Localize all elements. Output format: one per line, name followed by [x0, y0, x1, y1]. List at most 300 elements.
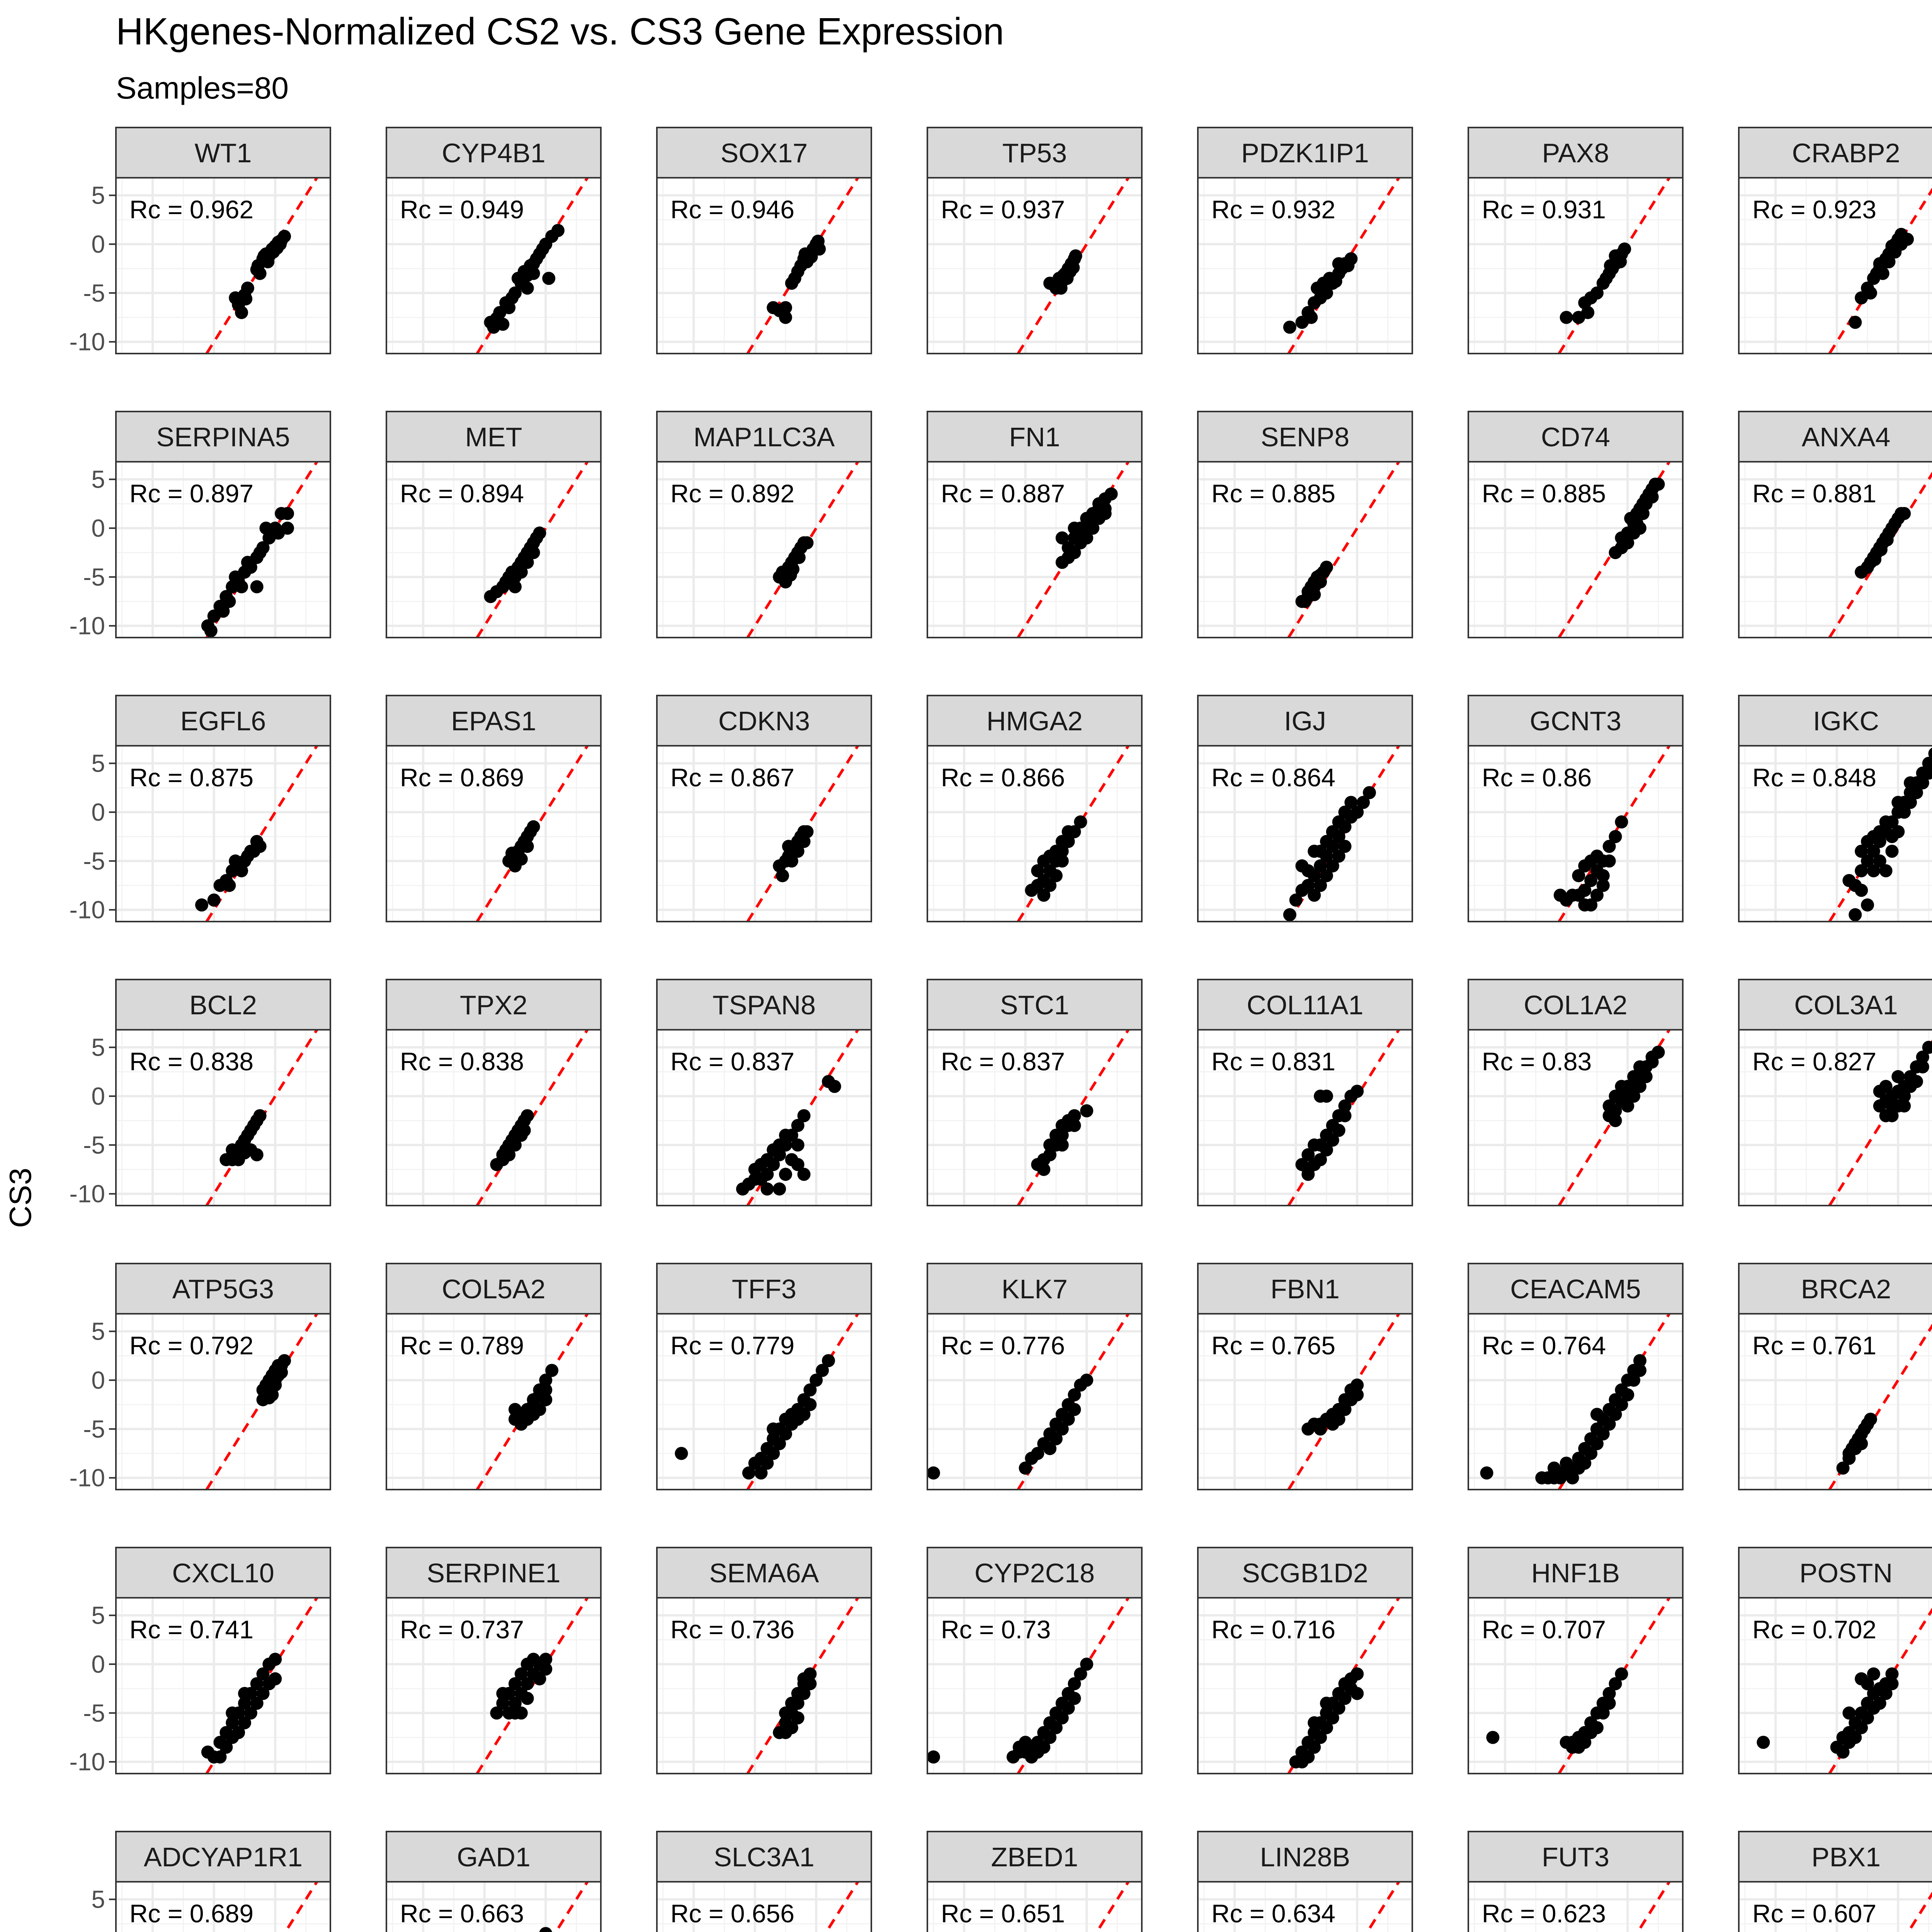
facet-strip-label: ZBED1 — [991, 1842, 1078, 1872]
rc-annotation: Rc = 0.894 — [400, 479, 524, 508]
data-point — [250, 580, 264, 594]
data-point — [1590, 1408, 1604, 1421]
data-point — [505, 291, 519, 304]
data-point — [1308, 1716, 1321, 1730]
data-point — [1068, 1692, 1081, 1705]
data-point — [822, 1075, 835, 1088]
facet-panel — [1198, 696, 1412, 922]
facet-panel — [70, 1548, 331, 1776]
rc-annotation: Rc = 0.716 — [1211, 1615, 1336, 1644]
data-point — [1350, 1667, 1364, 1680]
rc-annotation: Rc = 0.765 — [1211, 1331, 1336, 1360]
rc-annotation: Rc = 0.864 — [1211, 763, 1336, 792]
facet-panel — [657, 1548, 871, 1774]
data-point — [195, 898, 208, 912]
data-point — [1842, 1706, 1855, 1719]
facet-panel — [927, 412, 1142, 638]
facet-panel — [927, 696, 1142, 922]
data-point — [521, 282, 534, 295]
y-tick-label: 5 — [91, 181, 105, 209]
data-point — [1080, 1374, 1093, 1387]
data-point — [1363, 786, 1376, 799]
rc-annotation: Rc = 0.892 — [670, 479, 795, 508]
data-point — [505, 847, 519, 860]
y-tick-label: -10 — [69, 1180, 105, 1208]
facet-strip-label: COL1A2 — [1524, 990, 1628, 1020]
data-point — [779, 1168, 792, 1181]
data-point — [253, 840, 267, 853]
facet-strip-label: CYP4B1 — [442, 138, 546, 168]
facet-panel — [386, 1548, 601, 1774]
rc-annotation: Rc = 0.838 — [129, 1047, 254, 1076]
data-point — [782, 840, 795, 853]
facet-panel — [927, 1832, 1142, 1932]
rc-annotation: Rc = 0.949 — [400, 195, 524, 224]
data-point — [533, 527, 546, 540]
data-point — [269, 1672, 282, 1685]
data-point — [545, 1364, 558, 1377]
rc-annotation: Rc = 0.827 — [1752, 1047, 1877, 1076]
y-tick-label: -5 — [83, 279, 105, 307]
facet-strip-label: SCGB1D2 — [1242, 1558, 1368, 1588]
facet-panel — [1198, 1832, 1412, 1932]
data-point — [811, 235, 825, 248]
facet-strip-label: COL5A2 — [442, 1274, 546, 1304]
data-point — [791, 1711, 804, 1725]
facet-strip-label: FN1 — [1009, 422, 1060, 452]
data-point — [779, 311, 792, 324]
rc-annotation: Rc = 0.83 — [1482, 1047, 1592, 1076]
rc-annotation: Rc = 0.866 — [941, 763, 1065, 792]
data-point — [1636, 507, 1650, 520]
data-point — [226, 1706, 239, 1719]
data-point — [1615, 1667, 1628, 1680]
data-point — [270, 242, 284, 255]
facet-panel — [1739, 980, 1932, 1206]
facet-strip-label: SERPINE1 — [427, 1558, 561, 1588]
facet-panel — [657, 1264, 871, 1490]
data-point — [1338, 840, 1352, 853]
data-point — [278, 1354, 291, 1367]
facet-strip-label: CYP2C18 — [974, 1558, 1095, 1588]
data-point — [542, 272, 555, 285]
facet-strip-label: IGJ — [1284, 706, 1326, 736]
facet-strip-label: TP53 — [1002, 138, 1067, 168]
facet-strip-label: STC1 — [1000, 990, 1069, 1020]
data-point — [1895, 228, 1908, 241]
data-point — [1080, 1104, 1093, 1117]
data-point — [767, 1422, 780, 1435]
data-point — [1066, 261, 1080, 274]
facet-panel — [1198, 412, 1412, 638]
data-point — [1105, 487, 1118, 500]
facet-strip-label: BRCA2 — [1801, 1274, 1891, 1304]
data-point — [1068, 1119, 1081, 1132]
data-point — [1068, 1403, 1081, 1416]
facet-strip-label: POSTN — [1799, 1558, 1893, 1588]
data-point — [1099, 507, 1112, 520]
data-point — [223, 595, 236, 608]
data-point — [1590, 1721, 1604, 1734]
data-point — [927, 1750, 940, 1764]
data-point — [265, 1388, 279, 1401]
facet-strip-label: SEMA6A — [709, 1558, 819, 1588]
y-tick-label: -5 — [83, 1131, 105, 1159]
data-point — [260, 522, 273, 535]
rc-annotation: Rc = 0.792 — [129, 1331, 254, 1360]
facet-panel — [1198, 1264, 1412, 1490]
data-point — [1891, 1070, 1905, 1083]
facet-panel — [1468, 696, 1683, 922]
data-point — [784, 568, 797, 582]
data-point — [1885, 1109, 1898, 1122]
data-point — [1879, 864, 1893, 878]
data-point — [1350, 1687, 1364, 1700]
facet-strip-label: PDZK1IP1 — [1241, 138, 1369, 168]
data-point — [1056, 1138, 1069, 1151]
data-point — [1646, 490, 1659, 503]
facet-strip-label: HNF1B — [1531, 1558, 1620, 1588]
facet-strip-label: SERPINA5 — [156, 422, 290, 452]
rc-annotation: Rc = 0.607 — [1752, 1899, 1877, 1928]
y-tick-label: -10 — [69, 1748, 105, 1776]
rc-annotation: Rc = 0.923 — [1752, 195, 1877, 224]
data-point — [1308, 588, 1321, 601]
facet-panel — [70, 980, 331, 1208]
rc-annotation: Rc = 0.779 — [670, 1331, 795, 1360]
data-point — [1056, 556, 1069, 569]
data-point — [204, 624, 218, 637]
facet-strip-label: EGFL6 — [180, 706, 266, 736]
data-point — [1603, 1697, 1616, 1710]
data-point — [1590, 850, 1604, 863]
data-point — [223, 879, 236, 892]
data-point — [801, 536, 814, 549]
facet-strip-label: MET — [465, 422, 522, 452]
data-point — [1314, 1422, 1327, 1435]
data-point — [496, 1687, 509, 1700]
data-point — [1615, 1090, 1628, 1103]
data-point — [1013, 1741, 1026, 1754]
data-point — [272, 527, 285, 540]
data-point — [1873, 257, 1886, 270]
facet-panel — [1468, 1264, 1683, 1490]
data-point — [275, 1366, 288, 1379]
data-point — [536, 243, 549, 256]
data-point — [1652, 478, 1665, 491]
data-point — [1049, 869, 1063, 882]
data-point — [1350, 1388, 1364, 1401]
facet-strip-label: EPAS1 — [451, 706, 536, 736]
y-tick-label: -5 — [83, 1699, 105, 1727]
data-point — [1283, 908, 1296, 921]
data-point — [779, 1129, 792, 1142]
facet-strip-label: SENP8 — [1260, 422, 1350, 452]
y-tick-label: 0 — [91, 230, 105, 258]
data-point — [1600, 272, 1613, 285]
data-point — [1320, 1697, 1333, 1710]
data-point — [793, 551, 806, 564]
data-point — [1069, 249, 1082, 262]
facet-panel — [386, 1264, 601, 1490]
facet-strip-label: COL11A1 — [1247, 990, 1364, 1020]
data-point — [1554, 1471, 1567, 1485]
data-point — [1074, 815, 1087, 828]
facet-strip-label: PAX8 — [1542, 138, 1609, 168]
data-point — [1881, 533, 1894, 546]
data-point — [1301, 864, 1315, 878]
data-point — [269, 1653, 282, 1666]
rc-annotation: Rc = 0.623 — [1482, 1899, 1606, 1928]
data-point — [1621, 1388, 1634, 1401]
y-tick-label: -10 — [69, 612, 105, 640]
rc-annotation: Rc = 0.831 — [1211, 1047, 1336, 1076]
data-point — [1898, 1099, 1911, 1112]
facet-strip-label: TPX2 — [459, 990, 528, 1020]
data-point — [1849, 316, 1862, 329]
data-point — [1480, 1466, 1493, 1480]
y-axis-title: CS3 — [3, 1168, 37, 1228]
rc-annotation: Rc = 0.885 — [1482, 479, 1606, 508]
data-point — [241, 556, 254, 569]
data-point — [518, 1124, 531, 1137]
facet-strip-label: GCNT3 — [1529, 706, 1622, 736]
data-point — [235, 306, 248, 319]
y-tick-label: -10 — [69, 328, 105, 356]
facet-panel — [657, 412, 871, 638]
data-point — [1486, 1731, 1499, 1744]
data-point — [250, 1148, 264, 1162]
data-point — [1597, 879, 1610, 892]
facet-strip-label: CRABP2 — [1792, 138, 1900, 168]
data-point — [527, 546, 540, 559]
rc-annotation: Rc = 0.737 — [400, 1615, 524, 1644]
facet-strip-label: CDKN3 — [718, 706, 810, 736]
data-point — [527, 267, 540, 280]
rc-annotation: Rc = 0.885 — [1211, 479, 1336, 508]
data-point — [1609, 830, 1622, 843]
data-point — [1861, 1677, 1874, 1690]
data-point — [822, 1354, 835, 1367]
rc-annotation: Rc = 0.881 — [1752, 479, 1877, 508]
data-point — [1332, 1413, 1345, 1426]
data-point — [1578, 898, 1591, 912]
data-point — [798, 1109, 811, 1122]
facet-strip-label: CEACAM5 — [1510, 1274, 1641, 1304]
y-tick-label: 5 — [91, 1601, 105, 1629]
rc-annotation: Rc = 0.86 — [1482, 763, 1592, 792]
data-point — [533, 1388, 546, 1401]
y-tick-label: -10 — [69, 1464, 105, 1492]
data-point — [521, 840, 534, 853]
rc-annotation: Rc = 0.789 — [400, 1331, 524, 1360]
facet-panel — [70, 1264, 331, 1492]
rc-annotation: Rc = 0.937 — [941, 195, 1065, 224]
y-tick-label: 5 — [91, 465, 105, 493]
data-point — [1062, 825, 1075, 838]
y-tick-label: -5 — [83, 1415, 105, 1443]
data-point — [207, 893, 221, 906]
facet-strip-label: SOX17 — [720, 138, 808, 168]
facet-panel — [1739, 696, 1932, 922]
facet-panel — [657, 980, 871, 1206]
rc-annotation: Rc = 0.962 — [129, 195, 254, 224]
y-tick-label: 5 — [91, 749, 105, 777]
data-point — [1344, 796, 1357, 809]
rc-annotation: Rc = 0.702 — [1752, 1615, 1877, 1644]
facet-panel — [1739, 412, 1932, 638]
data-point — [496, 1153, 509, 1166]
data-point — [1086, 507, 1099, 520]
facet-strip-label: MAP1LC3A — [693, 422, 835, 452]
facet-panel — [1468, 412, 1683, 638]
facet-panel — [1739, 1548, 1932, 1774]
rc-annotation: Rc = 0.867 — [670, 763, 795, 792]
y-tick-label: 0 — [91, 798, 105, 826]
rc-annotation: Rc = 0.651 — [941, 1899, 1065, 1928]
data-point — [1885, 845, 1898, 858]
facet-strip-label: PBX1 — [1811, 1842, 1881, 1872]
facet-strip-label: GAD1 — [457, 1842, 531, 1872]
facet-strip-label: ADCYAP1R1 — [143, 1842, 303, 1872]
rc-annotation: Rc = 0.761 — [1752, 1331, 1877, 1360]
data-point — [1633, 1364, 1646, 1377]
rc-annotation: Rc = 0.838 — [400, 1047, 524, 1076]
rc-annotation: Rc = 0.946 — [670, 195, 795, 224]
facet-panel — [1739, 1832, 1932, 1932]
data-point — [1283, 321, 1296, 334]
data-point — [253, 1109, 267, 1122]
data-point — [521, 1109, 534, 1122]
data-point — [239, 292, 252, 305]
rc-annotation: Rc = 0.741 — [129, 1615, 254, 1644]
data-point — [803, 1398, 816, 1411]
data-point — [1320, 1090, 1333, 1103]
facet-panel — [1198, 1548, 1412, 1774]
facet-strip-label: BCL2 — [189, 990, 257, 1020]
facet-strip-label: LIN28B — [1260, 1842, 1350, 1872]
data-point — [1054, 282, 1068, 295]
data-point — [1338, 1109, 1352, 1122]
facet-panel — [927, 980, 1142, 1206]
data-point — [1879, 1080, 1893, 1093]
facet-panel — [386, 696, 601, 922]
facet-panel — [657, 1832, 871, 1932]
data-point — [1904, 776, 1917, 789]
data-point — [1916, 1060, 1929, 1073]
data-point — [1056, 854, 1069, 867]
data-point — [1304, 311, 1318, 324]
y-tick-label: -5 — [83, 563, 105, 591]
chart-subtitle: Samples=80 — [116, 71, 289, 105]
facet-panel — [386, 1832, 601, 1932]
facet-strip-label: TFF3 — [731, 1274, 797, 1304]
facet-panel — [386, 412, 601, 638]
data-point — [798, 1672, 811, 1685]
facet-strip-label: CXCL10 — [172, 1558, 274, 1588]
data-point — [1646, 1055, 1659, 1068]
data-point — [1849, 908, 1862, 921]
y-tick-label: 0 — [91, 1366, 105, 1394]
data-point — [1560, 311, 1573, 324]
data-point — [1615, 541, 1628, 554]
data-point — [1885, 830, 1898, 843]
data-point — [1855, 1437, 1868, 1450]
data-point — [515, 1418, 528, 1431]
data-point — [779, 1726, 792, 1739]
facet-strip-label: SLC3A1 — [714, 1842, 815, 1872]
data-point — [515, 1706, 528, 1719]
data-point — [253, 546, 267, 559]
data-point — [773, 1182, 786, 1196]
facet-panel — [1739, 128, 1932, 354]
facet-strip-label: ATP5G3 — [172, 1274, 274, 1304]
data-point — [1603, 854, 1616, 867]
rc-annotation: Rc = 0.73 — [941, 1615, 1051, 1644]
rc-annotation: Rc = 0.634 — [1211, 1899, 1336, 1928]
data-point — [521, 1692, 534, 1705]
facet-strip-label: IGKC — [1813, 706, 1879, 736]
facet-panel — [1739, 1264, 1932, 1490]
data-point — [1329, 275, 1342, 288]
data-point — [226, 1143, 239, 1156]
facet-panel — [386, 980, 601, 1206]
facet-panel — [657, 696, 871, 922]
facet-panel — [1198, 128, 1412, 354]
data-point — [250, 263, 264, 276]
facet-panel — [70, 1832, 331, 1932]
facet-strip-label: TSPAN8 — [712, 990, 816, 1020]
y-tick-label: 0 — [91, 514, 105, 542]
rc-annotation: Rc = 0.887 — [941, 479, 1065, 508]
rc-annotation: Rc = 0.764 — [1482, 1331, 1606, 1360]
rc-annotation: Rc = 0.869 — [400, 763, 524, 792]
data-point — [799, 247, 812, 260]
facet-panel — [927, 1264, 1142, 1490]
data-point — [1861, 898, 1874, 912]
data-point — [798, 835, 811, 848]
data-point — [927, 1466, 940, 1480]
data-point — [1855, 884, 1868, 897]
y-tick-label: 0 — [91, 1082, 105, 1110]
data-point — [1320, 561, 1333, 574]
data-point — [1615, 815, 1628, 828]
facet-strip-label: FUT3 — [1542, 1842, 1609, 1872]
data-point — [1879, 815, 1893, 828]
facet-strip-label: COL3A1 — [1794, 990, 1898, 1020]
y-tick-label: -10 — [69, 896, 105, 924]
data-point — [258, 249, 271, 262]
data-point — [1350, 1085, 1364, 1098]
rc-annotation: Rc = 0.776 — [941, 1331, 1065, 1360]
rc-annotation: Rc = 0.656 — [670, 1899, 795, 1928]
rc-annotation: Rc = 0.663 — [400, 1899, 524, 1928]
data-point — [1855, 845, 1868, 858]
data-point — [1864, 1413, 1877, 1426]
data-point — [527, 820, 540, 833]
facet-panel — [927, 128, 1142, 354]
data-point — [1898, 507, 1911, 520]
data-point — [1885, 240, 1898, 253]
data-point — [791, 1138, 804, 1151]
data-point — [238, 1687, 251, 1700]
data-point — [1609, 249, 1622, 262]
facet-panel — [1198, 980, 1412, 1206]
data-point — [1301, 1163, 1315, 1176]
facet-panel — [1468, 1832, 1683, 1932]
facet-panel — [70, 412, 331, 640]
data-point — [1609, 1114, 1622, 1127]
